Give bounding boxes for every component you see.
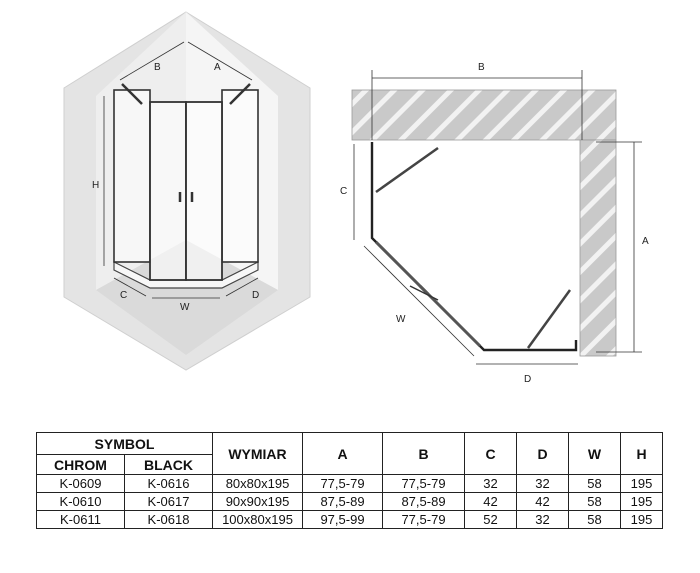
cell-black: K-0616 [125, 475, 213, 493]
cell-chrom: K-0610 [37, 493, 125, 511]
plan-label-w: W [396, 314, 406, 325]
cell-b: 87,5-89 [383, 493, 465, 511]
iso-label-w: W [180, 302, 190, 313]
iso-label-b: B [154, 62, 161, 73]
cell-h: 195 [621, 493, 663, 511]
plan-wall-right [580, 140, 616, 356]
cell-d: 32 [517, 475, 569, 493]
cell-h: 195 [621, 511, 663, 529]
plan-wall-top [352, 90, 616, 140]
iso-label-h: H [92, 180, 100, 191]
cell-chrom: K-0611 [37, 511, 125, 529]
iso-label-d: D [252, 290, 260, 301]
side-panel-right [222, 90, 258, 262]
plan-label-c: C [340, 186, 348, 197]
col-header-h: H [621, 433, 663, 475]
cell-c: 42 [465, 493, 517, 511]
table-row [37, 475, 663, 493]
table-row [37, 493, 663, 511]
side-panel-left [114, 90, 150, 262]
spec-table [36, 432, 663, 529]
cell-a: 77,5-79 [303, 475, 383, 493]
cell-h: 195 [621, 475, 663, 493]
col-header-b: B [383, 433, 465, 475]
plan-label-a: A [642, 236, 649, 247]
plan-label-b: B [478, 62, 485, 73]
col-header-c: C [465, 433, 517, 475]
cell-c: 32 [465, 475, 517, 493]
iso-label-c: C [120, 290, 128, 301]
cell-w: 58 [569, 511, 621, 529]
cell-b: 77,5-79 [383, 511, 465, 529]
plan-label-d: D [524, 374, 532, 385]
col-header-chrom: CHROM [37, 455, 125, 475]
cell-b: 77,5-79 [383, 475, 465, 493]
table-row [37, 511, 663, 529]
symbol-header: SYMBOL [37, 433, 213, 455]
cell-d: 42 [517, 493, 569, 511]
col-header-a: A [303, 433, 383, 475]
cell-wymiar: 100x80x195 [213, 511, 303, 529]
door-right [186, 102, 222, 280]
plan-stabilizer-top [376, 148, 438, 192]
cell-wymiar: 80x80x195 [213, 475, 303, 493]
door-left [150, 102, 186, 280]
plan-stabilizer-right [528, 290, 570, 348]
plan-dim-w-line [364, 246, 474, 356]
cell-a: 87,5-89 [303, 493, 383, 511]
cell-w: 58 [569, 493, 621, 511]
cell-chrom: K-0609 [37, 475, 125, 493]
cell-black: K-0618 [125, 511, 213, 529]
cell-w: 58 [569, 475, 621, 493]
col-header-wymiar: WYMIAR [213, 433, 303, 475]
shower-enclosure [114, 84, 258, 288]
isometric-view [64, 12, 310, 370]
iso-label-a: A [214, 62, 221, 73]
col-header-d: D [517, 433, 569, 475]
cell-a: 97,5-99 [303, 511, 383, 529]
cell-d: 32 [517, 511, 569, 529]
col-header-w: W [569, 433, 621, 475]
cell-wymiar: 90x90x195 [213, 493, 303, 511]
cell-c: 52 [465, 511, 517, 529]
col-header-black: BLACK [125, 455, 213, 475]
plan-view [340, 62, 649, 385]
cell-black: K-0617 [125, 493, 213, 511]
